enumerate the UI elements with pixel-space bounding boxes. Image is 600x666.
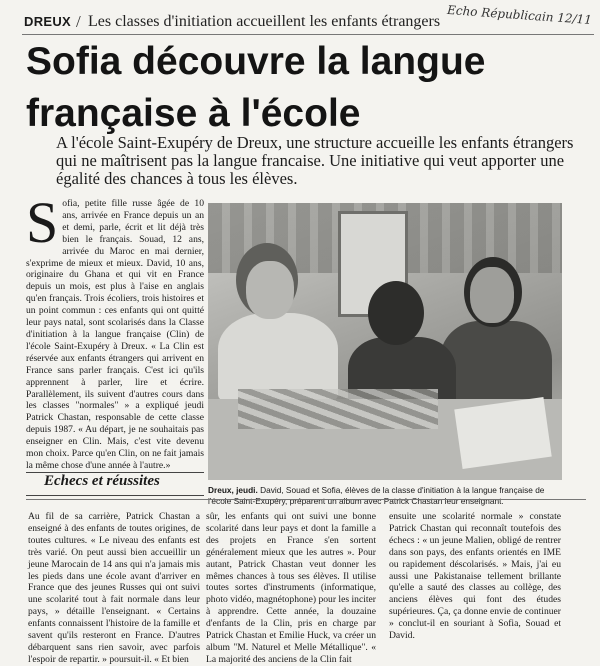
photo-album: [454, 397, 551, 469]
article-photo: [208, 203, 562, 480]
bottom-rule: [26, 499, 586, 500]
kicker-subtitle: Les classes d'initiation accueillent les enfants étrangers: [88, 13, 441, 30]
headline: [26, 36, 596, 140]
body-paragraph-3: ensuite une scolarité normale » constate Patrick Chastan qui reconnaît toutefois des échecs : « un jeune Malien, obligé de rentrer dans son pays, des enfants orientés en IME ou rapidement déscolarisés. » Mais, j'ai eu aussi une Pakistanaise tellement brillante qu'elle a sauté des classes au collège, des anciens élèves qui font des études supérieures. Ça, ça donne envie de continuer » conclut-il en souriant à Sofia, Souad et David.: [389, 511, 561, 642]
caption-text: David, Souad et Sofia, élèves de la classe d'initiation à la langue française de l'école Saint-Exupéry, préparent un album avec Patrick Chastan leur enseignant.: [208, 485, 545, 506]
body-paragraph-2: sûr, les enfants qui ont suivi une bonne scolarité dans leur pays et dont la famille a des projets en France s'en sortent généralement mieux que les autres ». Pour autant, Patrick Chastan veut donner les mêmes chances à tous ses élèves. Il utilise toutes sortes d'instruments (informatique, photo vidéo, magnétophone) pour les inciter à apprendre. Cette année, la douzaine d'enfants de la Clin, pris en charge par Patrick Chastan et Emilie Huck, va créer un album "M. Naturel et Melle Métallique". « La majorité des anciens de la Clin fait: [206, 511, 376, 665]
top-rule: [22, 34, 594, 35]
handwritten-source-note: Echo Républicain 12/11: [446, 2, 593, 28]
photo-teacher-face: [246, 261, 294, 319]
photo-boy-head: [368, 281, 424, 345]
body-column-1: [28, 511, 200, 666]
intro-column: [26, 190, 204, 472]
drop-cap: S: [26, 190, 59, 255]
article-lead: A l'école Saint-Exupéry de Dreux, une structure accueille les enfants étrangers qui ne maîtrisent pas la langue francaise. Une initiative qui veut apporter une égalité des chances à tous les élèves.: [56, 133, 574, 188]
body-column-2: [206, 511, 376, 666]
body-column-3: [389, 511, 561, 642]
photo-caption: [208, 485, 564, 506]
kicker-row: [24, 2, 593, 36]
photo-girl-face: [470, 267, 514, 323]
kicker-separator: /: [76, 12, 81, 31]
headline-line-1: Sofia découvre la langue: [26, 40, 486, 83]
section-kicker: DREUX: [24, 14, 72, 29]
intro-text: ofia, petite fille russe âgée de 10 ans, arrivée en France depuis un an et demi, parle, écrit et lit déjà très bien le français. Souad, 12 ans, arrivée du Maroc en mai dernier, s'exprime de mieux et mieux. David, 10 ans, originaire du Ghana et qui vit en France depuis un mois, est plus à l'aise en anglais qu'en français. Trois écoliers, trois histoires et un point commun : ces enfants qui ont quitté leur pays natal, sont scolarisés dans la Classe d'initiation à la langue française (Clin) de l'école Saint-Exupéry à Dreux. « La Clin est réservée aux enfants étrangers qui arrivent en France sans parler français. C'est ici qu'ils apprennent à parler, lire et écrire. Parallèlement, ils suivent d'autres cours dans les classes "normales" » a expliqué jeudi Patrick Chastan, responsable de cette classe depuis 1987. « Au départ, je ne souhaitais pas enseigner en Clin. Mais, c'est vite devenu mon choix. Parce qu'en Clin, on ne fait jamais la même chose d'une année à l'autre.»: [26, 198, 204, 471]
subhead: Echecs et réussites: [44, 473, 160, 489]
headline-line-2: française à l'école: [26, 92, 361, 135]
photo-papers: [238, 389, 438, 429]
body-paragraph-1: Au fil de sa carrière, Patrick Chastan a enseigné à des enfants de toutes origines, de toutes cultures. « Le niveau des enfants est très varié. On peut aussi bien accueillir un jeune Marocain de 14 ans qui n'a jamais mis les pieds dans une école avant d'arriver en France que des jeunes Russes qui ont suivi une scolarité tout à fait normale dans leur pays, » détaille l'enseignant. « Certains enfants connaissent l'histoire de la famille et savent qu'ils resteront en France. D'autres débarquent sans rien savoir, avec parfois l'espoir de repartir. » poursuit-il. « Et bien: [28, 511, 200, 665]
caption-lead: Dreux, jeudi.: [208, 485, 258, 495]
